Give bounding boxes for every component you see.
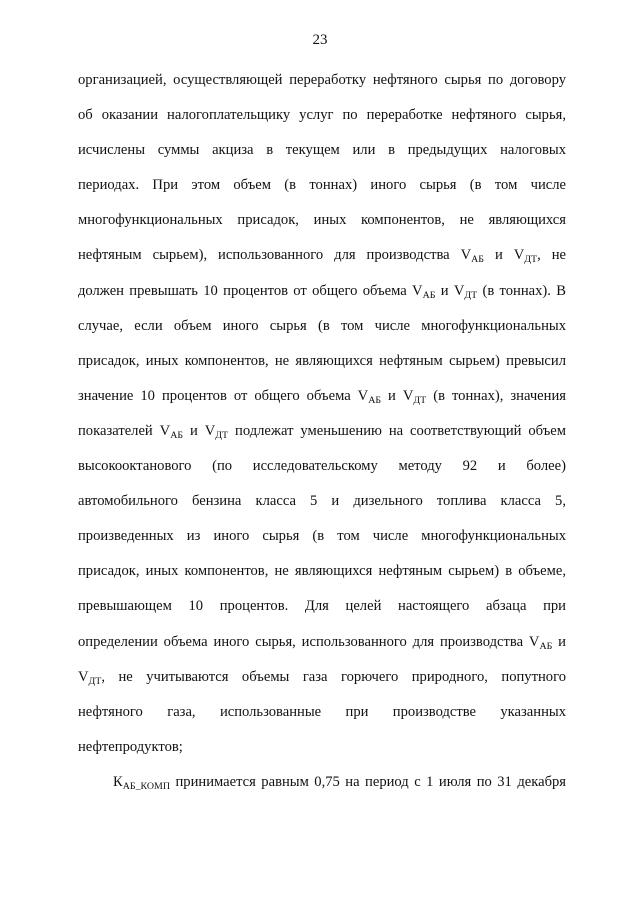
text-segment: нефтяным сырьем), использованного для производства V xyxy=(78,247,472,264)
text-segment: произведенных из иного сырья (в том числе многофункциональных xyxy=(78,528,566,545)
text-segment: нефтепродуктов; xyxy=(78,738,183,755)
text-segment: высокооктанового (по исследовательскому методу 92 и более) xyxy=(78,458,566,475)
text-segment: и V xyxy=(183,422,216,439)
text-segment: V xyxy=(78,668,89,685)
text-line xyxy=(78,133,566,168)
text-segment: показателей V xyxy=(78,422,171,439)
text-line xyxy=(78,519,566,554)
text-line xyxy=(78,309,566,344)
text-line xyxy=(78,274,566,309)
text-segment: , не учитываются объемы газа горючего природного, попутного xyxy=(101,668,566,685)
subscript: ДТ xyxy=(524,254,538,266)
text-segment: организацией, осуществляющей переработку нефтяного сырья по договору xyxy=(78,72,566,88)
text-segment: подлежат уменьшению на соответствующий объем xyxy=(228,422,566,439)
text-line xyxy=(78,554,566,589)
text-line xyxy=(78,379,566,414)
text-segment: и V xyxy=(435,282,465,299)
text-segment: и V xyxy=(483,247,525,264)
text-segment: (в тоннах). В xyxy=(477,282,566,299)
text-line xyxy=(78,625,566,660)
subscript: ДТ xyxy=(413,394,427,406)
text-segment: нефтяного газа, использованные при производстве указанных xyxy=(78,703,566,720)
text-line xyxy=(78,203,566,238)
text-line xyxy=(78,695,566,730)
text-segment: и V xyxy=(381,387,414,404)
subscript: АБ xyxy=(539,640,553,652)
text-line xyxy=(78,238,566,273)
text-line xyxy=(78,730,566,765)
text-segment: должен превышать 10 процентов от общего объема V xyxy=(78,282,423,299)
subscript: АБ xyxy=(170,429,184,441)
text-segment: , не xyxy=(537,247,566,264)
text-line xyxy=(78,168,566,203)
text-line xyxy=(78,589,566,624)
subscript: АБ_КОМП xyxy=(122,780,171,792)
text-segment: автомобильного бензина класса 5 и дизельного топлива класса 5, xyxy=(78,493,566,510)
subscript: АБ xyxy=(471,254,484,266)
subscript: ДТ xyxy=(464,289,478,301)
text-segment: случае, если объем иного сырья (в том числе многофункциональных xyxy=(78,317,566,334)
text-segment: об оказании налогоплательщику услуг по переработке нефтяного сырья, xyxy=(78,107,566,124)
text-segment: принимается равным 0,75 на период с 1 июля по 31 декабря xyxy=(170,773,566,790)
text-segment: присадок, иных компонентов, не являющихся нефтяным сырьем) превысил xyxy=(78,352,566,369)
subscript: ДТ xyxy=(215,429,229,441)
text-line xyxy=(78,98,566,133)
text-line xyxy=(78,449,566,484)
text-line xyxy=(78,414,566,449)
body-text xyxy=(78,63,566,800)
subscript: АБ xyxy=(368,394,382,406)
text-line xyxy=(78,765,566,800)
text-segment: и xyxy=(552,633,566,650)
text-segment: превышающем 10 процентов. Для целей настоящего абзаца при xyxy=(78,598,566,615)
text-segment: многофункциональных присадок, иных компонентов, не являющихся xyxy=(78,212,566,229)
text-line xyxy=(78,660,566,695)
page-number: 23 xyxy=(312,32,328,48)
text-line xyxy=(78,484,566,519)
text-segment: К xyxy=(113,773,123,790)
subscript: АБ xyxy=(422,289,436,301)
text-segment: (в тоннах), значения xyxy=(426,387,566,404)
text-line xyxy=(78,344,566,379)
text-line xyxy=(78,63,566,98)
text-segment: присадок, иных компонентов, не являющихся нефтяным сырьем) в объеме, xyxy=(78,563,566,580)
subscript: ДТ xyxy=(88,675,102,687)
text-segment: значение 10 процентов от общего объема V xyxy=(78,387,369,404)
text-segment: периодах. При этом объем (в тоннах) иного сырья (в том числе xyxy=(78,177,566,194)
text-segment: определении объема иного сырья, использованного для производства V xyxy=(78,633,540,650)
text-segment: исчислены суммы акциза в текущем или в предыдущих налоговых xyxy=(78,142,566,159)
